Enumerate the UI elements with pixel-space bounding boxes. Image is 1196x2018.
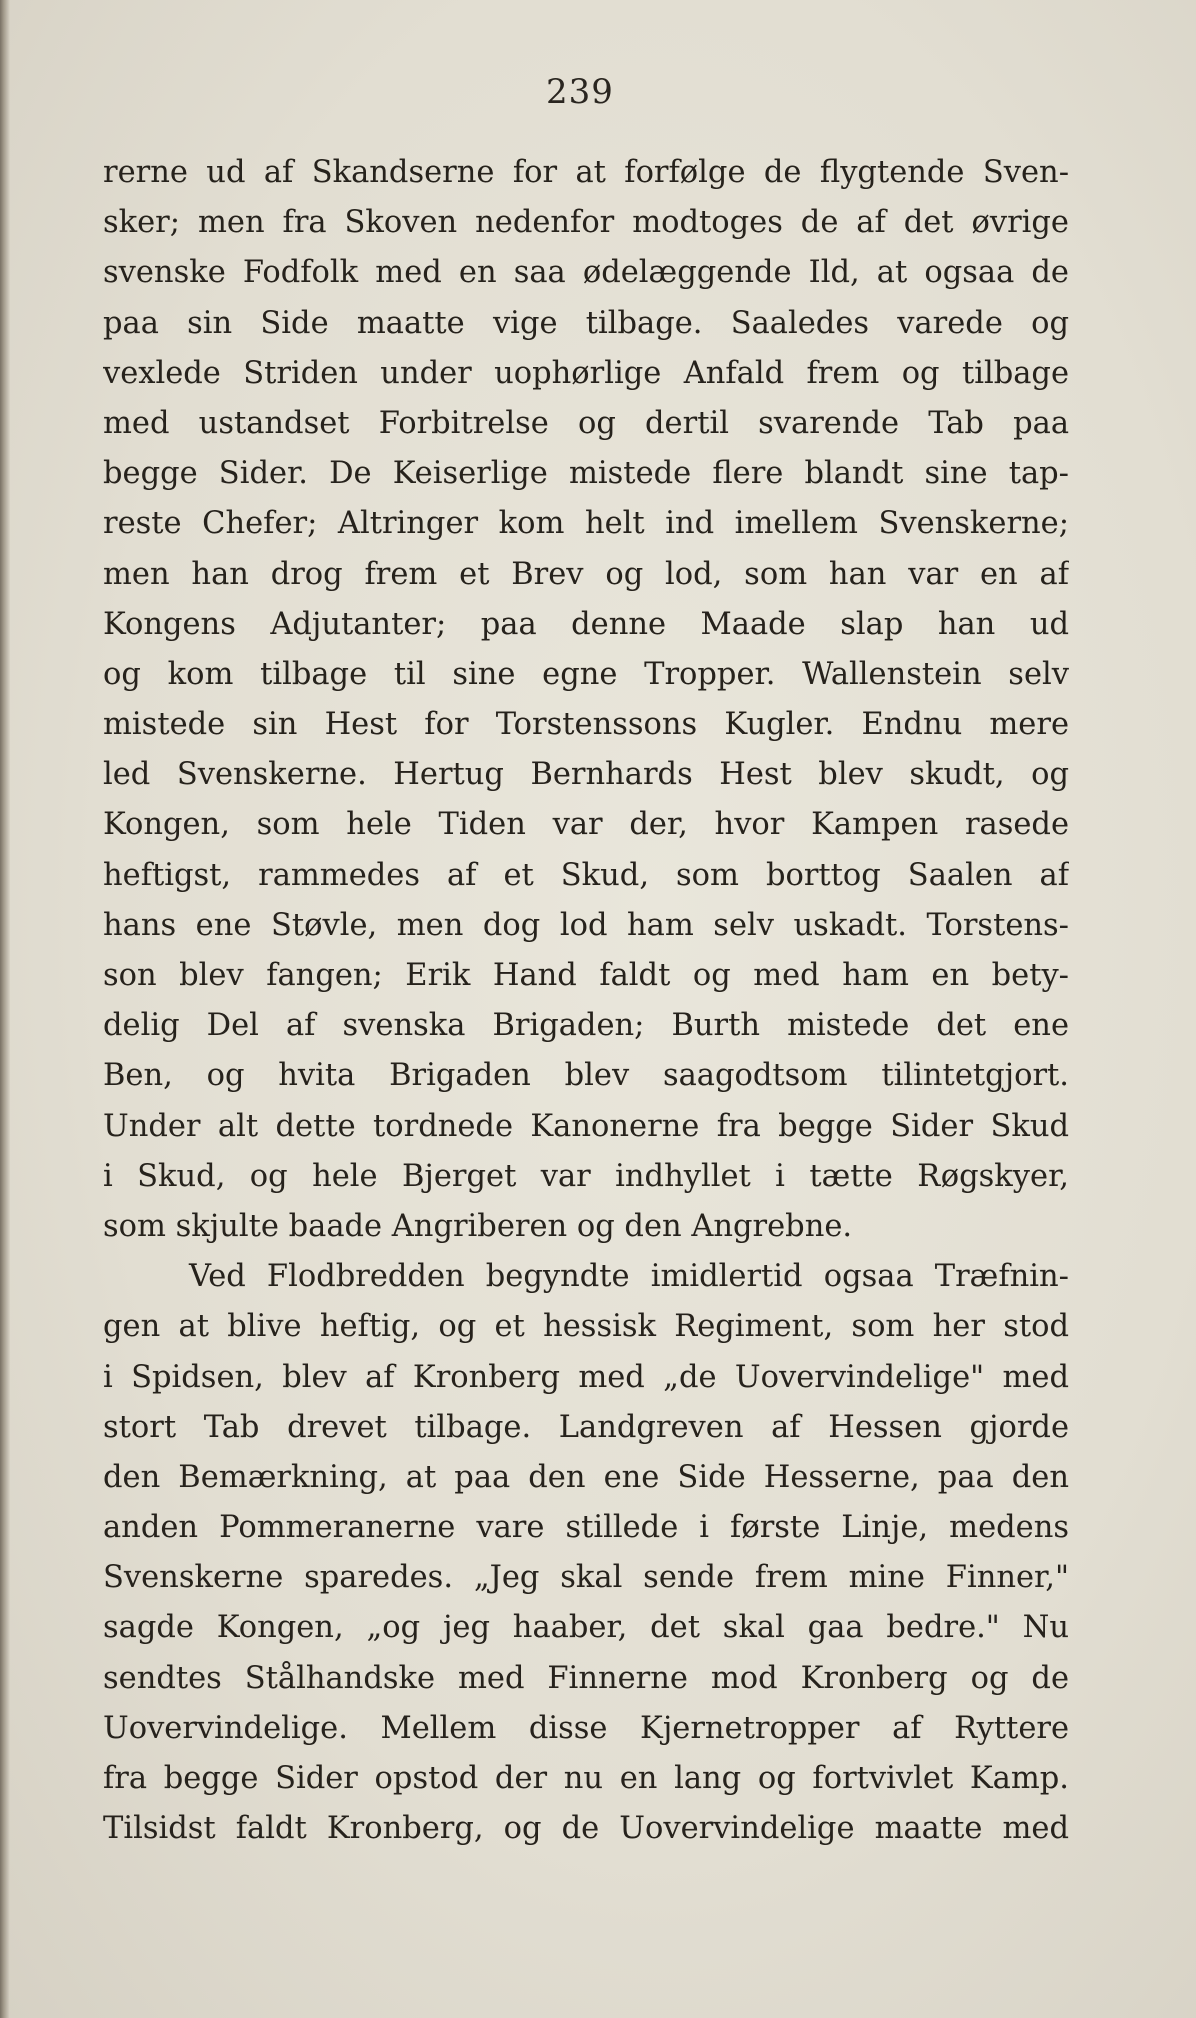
text-line: delig Del af svenska Brigaden; Burth mistede det ene: [103, 1008, 1069, 1044]
text-line: hans ene Støvle, men dog lod ham selv uskadt. Torstens-: [103, 907, 1069, 943]
text-line: som skjulte baade Angriberen og den Angrebne.: [103, 1208, 853, 1244]
text-line: Under alt dette tordnede Kanonerne fra begge Sider Skud: [103, 1108, 1069, 1144]
page-spine-edge: [0, 0, 10, 2018]
text-line: stort Tab drevet tilbage. Landgreven af Hessen gjorde: [103, 1409, 1069, 1445]
text-line: i Skud, og hele Bjerget var indhyllet i tætte Røgskyer,: [103, 1158, 1069, 1194]
text-line: og kom tilbage til sine egne Tropper. Wallenstein selv: [103, 656, 1069, 692]
text-line: med ustandset Forbitrelse og dertil svarende Tab paa: [103, 405, 1069, 441]
text-line: i Spidsen, blev af Kronberg med „de Uovervindelige" med: [103, 1359, 1069, 1395]
text-line: Uovervindelige. Mellem disse Kjernetropper af Ryttere: [103, 1710, 1069, 1746]
text-line: rerne ud af Skandserne for at forfølge de flygtende Sven-: [103, 155, 1069, 190]
text-line: sendtes Stålhandske med Finnerne mod Kronberg og de: [103, 1660, 1069, 1696]
text-line: den Bemærkning, at paa den ene Side Hesserne, paa den: [103, 1459, 1069, 1495]
text-line: Kongens Adjutanter; paa denne Maade slap han ud: [103, 606, 1069, 642]
text-line: son blev fangen; Erik Hand faldt og med ham en bety-: [103, 958, 1069, 993]
page-number: 239: [546, 72, 614, 112]
text-line: Ved Flodbredden begyndte imidlertid ogsaa Træfnin-: [189, 1259, 1069, 1295]
text-line: Ben, og hvita Brigaden blev saagodtsom tilintetgjort.: [103, 1058, 1069, 1094]
text-line: heftigst, rammedes af et Skud, som borttog Saalen af: [103, 857, 1069, 893]
text-line: anden Pommeranerne vare stillede i første Linje, medens: [103, 1510, 1069, 1546]
text-line: svenske Fodfolk med en saa ødelæggende Ild, at ogsaa de: [103, 255, 1069, 291]
text-line: Svenskerne sparedes. „Jeg skal sende frem mine Finner,": [103, 1560, 1069, 1596]
text-line: Tilsidst faldt Kronberg, og de Uovervindelige maatte med: [103, 1811, 1069, 1847]
text-line: mistede sin Hest for Torstenssons Kugler. Endnu mere: [103, 707, 1069, 743]
text-line: fra begge Sider opstod der nu en lang og fortvivlet Kamp.: [103, 1761, 1069, 1796]
text-line: reste Chefer; Altringer kom helt ind imellem Svenskerne;: [103, 506, 1069, 542]
text-line: men han drog frem et Brev og lod, som han var en af: [103, 556, 1069, 592]
text-line: sker; men fra Skoven nedenfor modtoges de af det øvrige: [103, 205, 1069, 241]
text-line: paa sin Side maatte vige tilbage. Saaledes varede og: [103, 305, 1069, 341]
text-line: gen at blive heftig, og et hessisk Regiment, som her stod: [103, 1309, 1069, 1345]
text-line: vexlede Striden under uophørlige Anfald frem og tilbage: [103, 355, 1069, 391]
text-line: sagde Kongen, „og jeg haaber, det skal gaa bedre." Nu: [103, 1610, 1069, 1646]
body-text: [103, 148, 1069, 1854]
text-line: led Svenskerne. Hertug Bernhards Hest blev skudt, og: [103, 757, 1069, 793]
text-line: begge Sider. De Keiserlige mistede flere blandt sine tap-: [103, 456, 1069, 492]
text-line: Kongen, som hele Tiden var der, hvor Kampen rasede: [103, 807, 1069, 843]
